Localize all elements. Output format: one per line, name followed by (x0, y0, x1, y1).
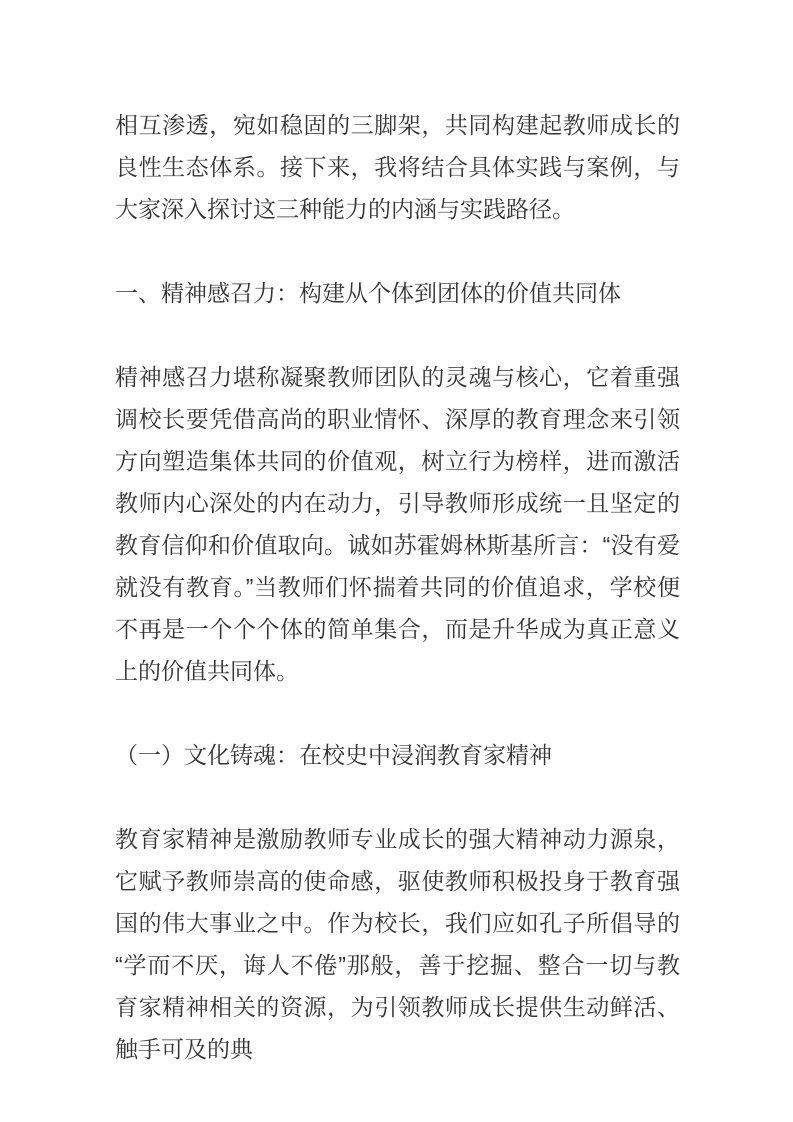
body-paragraph: 相互渗透，宛如稳固的三脚架，共同构建起教师成长的良性生态体系。接下来，我将结合具体实践与案例，与大家深入探讨这三种能力的内涵与实践路径。 (115, 112, 680, 222)
subsection-heading: （一）文化铸魂：在校史中浸润教育家精神 (115, 742, 552, 768)
body-paragraph: 教育家精神是激励教师专业成长的强大精神动力源泉，它赋予教师崇高的使命感，驱使教师积极投身于教育强国的伟大事业之中。作为校长，我们应如孔子所倡导的“学而不厌，诲人不倦”那般，善于挖掘、整合一切与教育家精神相关的资源，为引领教师成长提供生动鲜活、触手可及的典 (115, 826, 680, 1062)
body-paragraph: 精神感召力堪称凝聚教师团队的灵魂与核心，它着重强调校长要凭借高尚的职业情怀、深厚的教育理念来引领方向塑造集体共同的价值观，树立行为榜样，进而激活教师内心深处的内在动力，引导教师形成统一且坚定的教育信仰和价值取向。诚如苏霍姆林斯基所言：“没有爱就没有教育。”当教师们怀揣着共同的价值追求，学校便不再是一个个个体的简单集合，而是升华成为真正意义上的价值共同体。 (115, 364, 680, 684)
section-heading: 一、精神感召力：构建从个体到团体的价值共同体 (115, 280, 621, 306)
